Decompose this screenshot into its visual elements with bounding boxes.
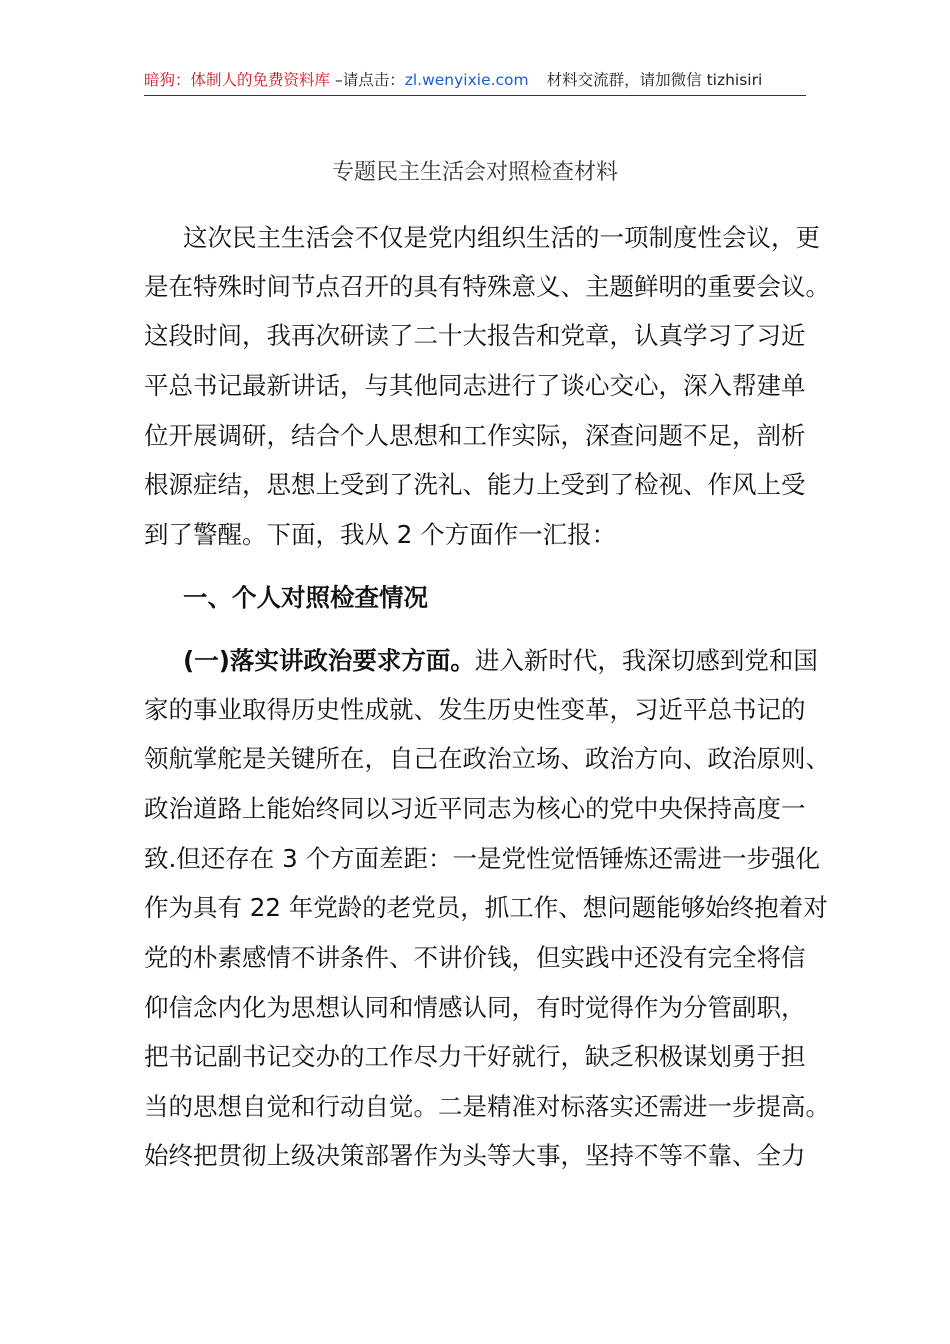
header-click-prompt: –请点击： xyxy=(330,71,405,89)
body-line: 家的事业取得历史性成就、发生历史性变革，习近平总书记的 xyxy=(144,695,806,724)
paragraph-line: 到了警醒。下面，我从 2 个方面作一汇报： xyxy=(144,520,617,549)
body-line: 作为具有 22 年党龄的老党员，抓工作、想问题能够始终抱着对 xyxy=(144,893,828,922)
header-site-name: 暗狗：体制人的免费资料库 xyxy=(144,71,331,89)
body-line: 致.但还存在 3 个方面差距：一是党性觉悟锤炼还需进一步强化 xyxy=(144,844,820,873)
body-line: 党的朴素感情不讲条件、不讲价钱，但实践中还没有完全将信 xyxy=(144,943,806,972)
body-line: 政治道路上能始终同以习近平同志为核心的党中央保持高度一 xyxy=(144,794,806,823)
document-title: 专题民主生活会对照检查材料 xyxy=(331,160,618,185)
body-line: 把书记副书记交办的工作尽力干好就行，缺乏积极谋划勇于担 xyxy=(144,1042,806,1071)
paragraph-line: 平总书记最新讲话，与其他同志进行了谈心交心，深入帮建单 xyxy=(144,371,806,400)
paragraph-line: 根源症结，思想上受到了洗礼、能力上受到了检视、作风上受 xyxy=(144,470,806,499)
paragraph-line: 这段时间，我再次研读了二十大报告和党章，认真学习了习近 xyxy=(144,321,806,350)
body-line: 当的思想自觉和行动自觉。二是精准对标落实还需进一步提高。 xyxy=(144,1092,830,1121)
header-site-link[interactable]: zl.wenyixie.com xyxy=(404,71,529,89)
page-header xyxy=(144,66,806,96)
body-line: 始终把贯彻上级决策部署作为头等大事，坚持不等不靠、全力 xyxy=(144,1141,806,1170)
subsection-heading: (一)落实讲政治要求方面。 xyxy=(183,646,475,675)
paragraph-line: 是在特殊时间节点召开的具有特殊意义、主题鲜明的重要会议。 xyxy=(144,272,830,301)
body-line: 仰信念内化为思想认同和情感认同，有时觉得作为分管副职， xyxy=(144,993,806,1022)
paragraph-line: 位开展调研，结合个人思想和工作实际，深查问题不足，剖析 xyxy=(144,421,806,450)
body-line: 领航掌舵是关键所在，自己在政治立场、政治方向、政治原则、 xyxy=(144,744,830,773)
section-heading: 一、个人对照检查情况 xyxy=(183,583,428,612)
paragraph-line: 这次民主生活会不仅是党内组织生活的一项制度性会议，更 xyxy=(183,223,820,252)
subsection-first-line-text: 进入新时代，我深切感到党和国 xyxy=(474,646,818,675)
subsection-first-line xyxy=(183,645,863,677)
header-wechat-note: 材料交流群，请加微信 tizhisiri xyxy=(546,71,763,89)
